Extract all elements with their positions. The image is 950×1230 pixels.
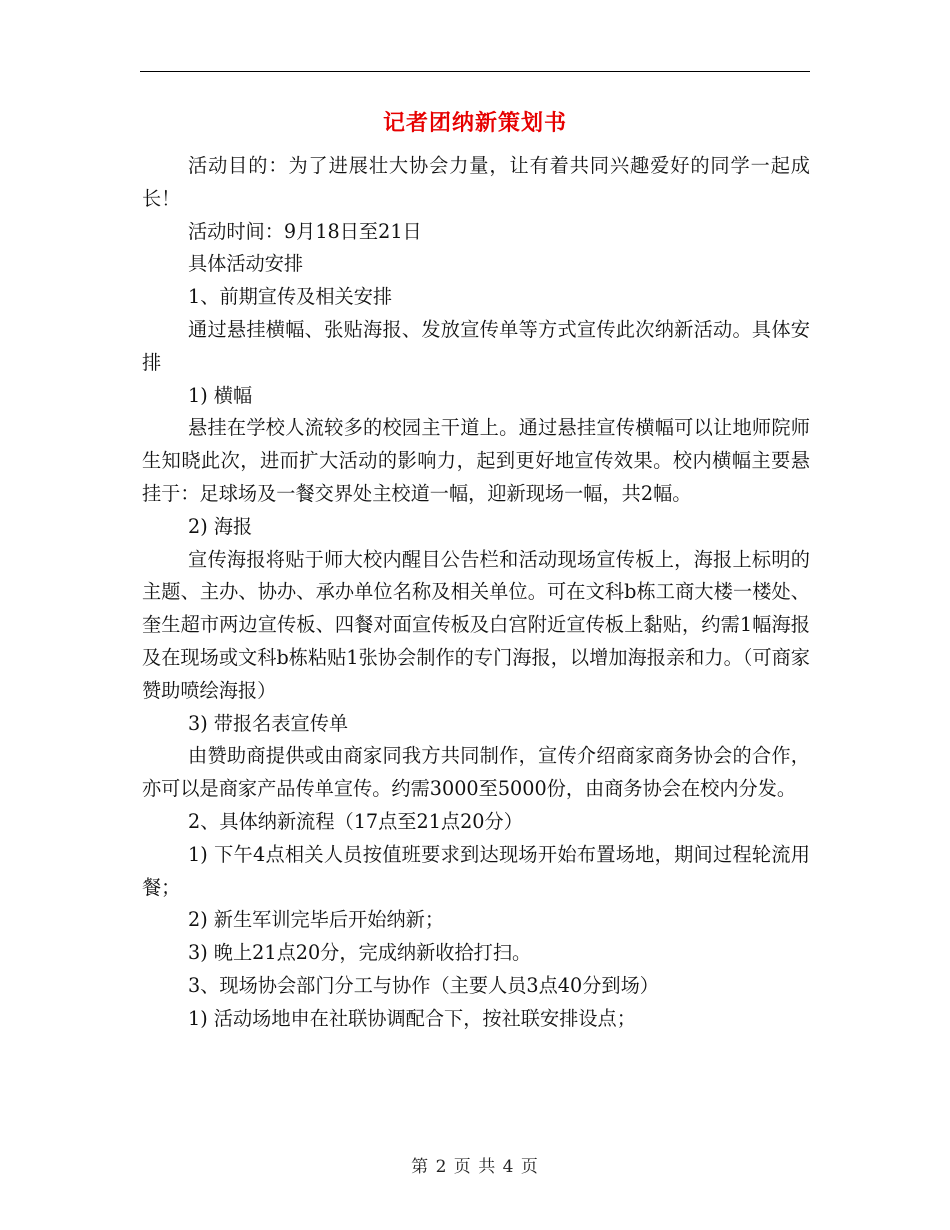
list-item: 1) 下午4点相关人员按值班要求到达现场开始布置场地，期间过程轮流用餐； — [142, 842, 810, 899]
list-item: 3) 晚上21点20分，完成纳新收拾打扫。 — [188, 941, 532, 965]
list-item: 1) 活动场地申在社联协调配合下，按社联安排设点； — [188, 1006, 636, 1030]
paragraph-time: 活动时间：9月18日至21日 — [188, 219, 422, 243]
document-body — [142, 150, 810, 1036]
paragraph-banner: 悬挂在学校人流较多的校园主干道上。通过悬挂宣传横幅可以让地师院师生知晓此次，进而扩大活动的影响力，起到更好地宣传效果。校内横幅主要悬挂于：足球场及一餐交界处主校道一幅，迎新现场一幅，共2幅。 — [142, 416, 810, 505]
heading-arrangement: 具体活动安排 — [188, 252, 304, 276]
paragraph-flyer: 由赞助商提供或由商家同我方共同制作，宣传介绍商家商务协会的合作，亦可以是商家产品传单宣传。约需3000至5000份，由商务协会在校内分发。 — [142, 744, 810, 801]
paragraph-purpose: 活动目的：为了进展壮大协会力量，让有着共同兴趣爱好的同学一起成长！ — [142, 154, 810, 210]
list-item: 2) 新生军训完毕后开始纳新； — [188, 908, 445, 932]
heading-poster: 2) 海报 — [188, 514, 253, 538]
heading-section-1: 1、前期宣传及相关安排 — [188, 285, 393, 309]
page-footer: 第 2 页 共 4 页 — [411, 1157, 539, 1177]
heading-section-3: 3、现场协会部门分工与协作（主要人员3点40分到场） — [188, 973, 659, 997]
document-title: 记者团纳新策划书 — [382, 110, 567, 136]
heading-banner: 1) 横幅 — [188, 383, 253, 407]
header-rule — [140, 71, 810, 72]
heading-section-2: 2、具体纳新流程（17点至21点20分） — [188, 809, 523, 833]
heading-flyer: 3) 带报名表宣传单 — [188, 711, 349, 735]
paragraph-poster: 宣传海报将贴于师大校内醒目公告栏和活动现场宣传板上，海报上标明的主题、主办、协办、承办单位名称及相关单位。可在文科b栋工商大楼一楼处、奎生超市两边宣传板、四餐对面宣传板及白宫附近宣传板上黏贴，约需1幅海报及在现场或文科b栋粘贴1张协会制作的专门海报，以增加海报亲和力。（可商家赞助喷绘海报） — [142, 547, 810, 702]
paragraph-publicity: 通过悬挂横幅、张贴海报、发放宣传单等方式宣传此次纳新活动。具体安排 — [142, 317, 810, 374]
